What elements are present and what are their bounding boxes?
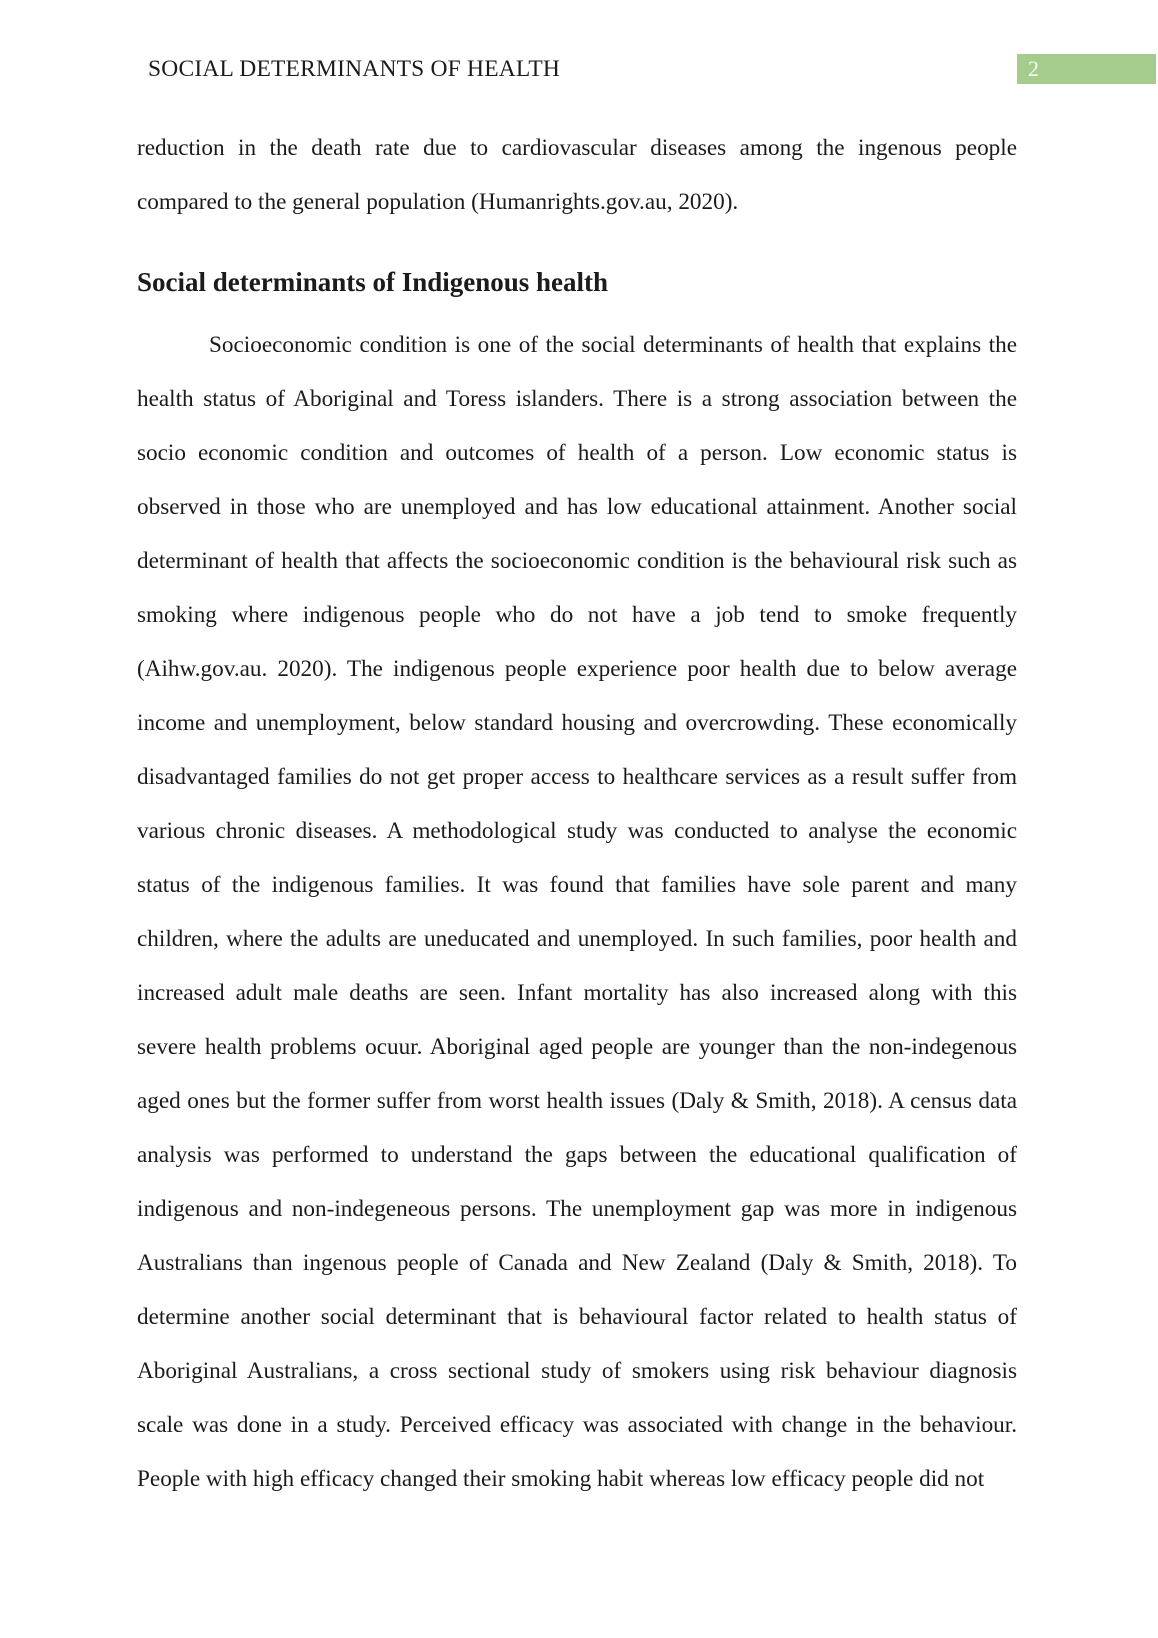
text-line: health status of Aboriginal and Toress islanders. There is a strong association between the xyxy=(137,386,1017,412)
text-line: smoking where indigenous people who do not have a job tend to smoke frequently xyxy=(137,602,1017,628)
text-line: reduction in the death rate due to cardiovascular diseases among the ingenous people xyxy=(137,135,1017,161)
text-line: determine another social determinant that is behavioural factor related to health status of xyxy=(137,1304,1017,1330)
text-line: compared to the general population (Humanrights.gov.au, 2020). xyxy=(137,189,739,215)
text-line: (Aihw.gov.au. 2020). The indigenous people experience poor health due to below average xyxy=(137,656,1017,682)
page-number-badge xyxy=(1017,54,1156,84)
section-heading: Social determinants of Indigenous health xyxy=(137,267,609,297)
text-line: observed in those who are unemployed and has low educational attainment. Another social xyxy=(137,494,1017,520)
page-number: 2 xyxy=(1028,56,1039,81)
document-body xyxy=(137,121,1017,1506)
text-line: People with high efficacy changed their smoking habit whereas low efficacy people did not xyxy=(137,1466,985,1492)
text-line: Aboriginal Australians, a cross sectional study of smokers using risk behaviour diagnosis xyxy=(137,1358,1017,1384)
text-line: disadvantaged families do not get proper access to healthcare services as a result suffer from xyxy=(137,764,1017,790)
text-line: status of the indigenous families. It was found that families have sole parent and many xyxy=(137,872,1017,898)
text-line: Socioeconomic condition is one of the social determinants of health that explains the xyxy=(209,332,1017,358)
text-line: severe health problems ocuur. Aboriginal aged people are younger than the non-indegenous xyxy=(137,1034,1017,1060)
text-line: income and unemployment, below standard housing and overcrowding. These economically xyxy=(137,710,1017,736)
text-line: indigenous and non-indegeneous persons. The unemployment gap was more in indigenous xyxy=(137,1196,1017,1222)
text-line: socio economic condition and outcomes of health of a person. Low economic status is xyxy=(137,440,1017,466)
text-line: Australians than ingenous people of Canada and New Zealand (Daly & Smith, 2018). To xyxy=(137,1250,1017,1276)
text-line: various chronic diseases. A methodological study was conducted to analyse the economic xyxy=(137,818,1017,844)
running-header-title: SOCIAL DETERMINANTS OF HEALTH xyxy=(148,56,561,82)
text-line: children, where the adults are uneducated and unemployed. In such families, poor health and xyxy=(137,926,1017,952)
text-line: determinant of health that affects the socioeconomic condition is the behavioural risk such as xyxy=(137,548,1017,574)
text-line: analysis was performed to understand the gaps between the educational qualification of xyxy=(137,1142,1017,1168)
text-line: scale was done in a study. Perceived efficacy was associated with change in the behaviour. xyxy=(137,1412,1017,1438)
text-line: aged ones but the former suffer from worst health issues (Daly & Smith, 2018). A census data xyxy=(137,1088,1017,1114)
text-line: increased adult male deaths are seen. Infant mortality has also increased along with this xyxy=(137,980,1017,1006)
